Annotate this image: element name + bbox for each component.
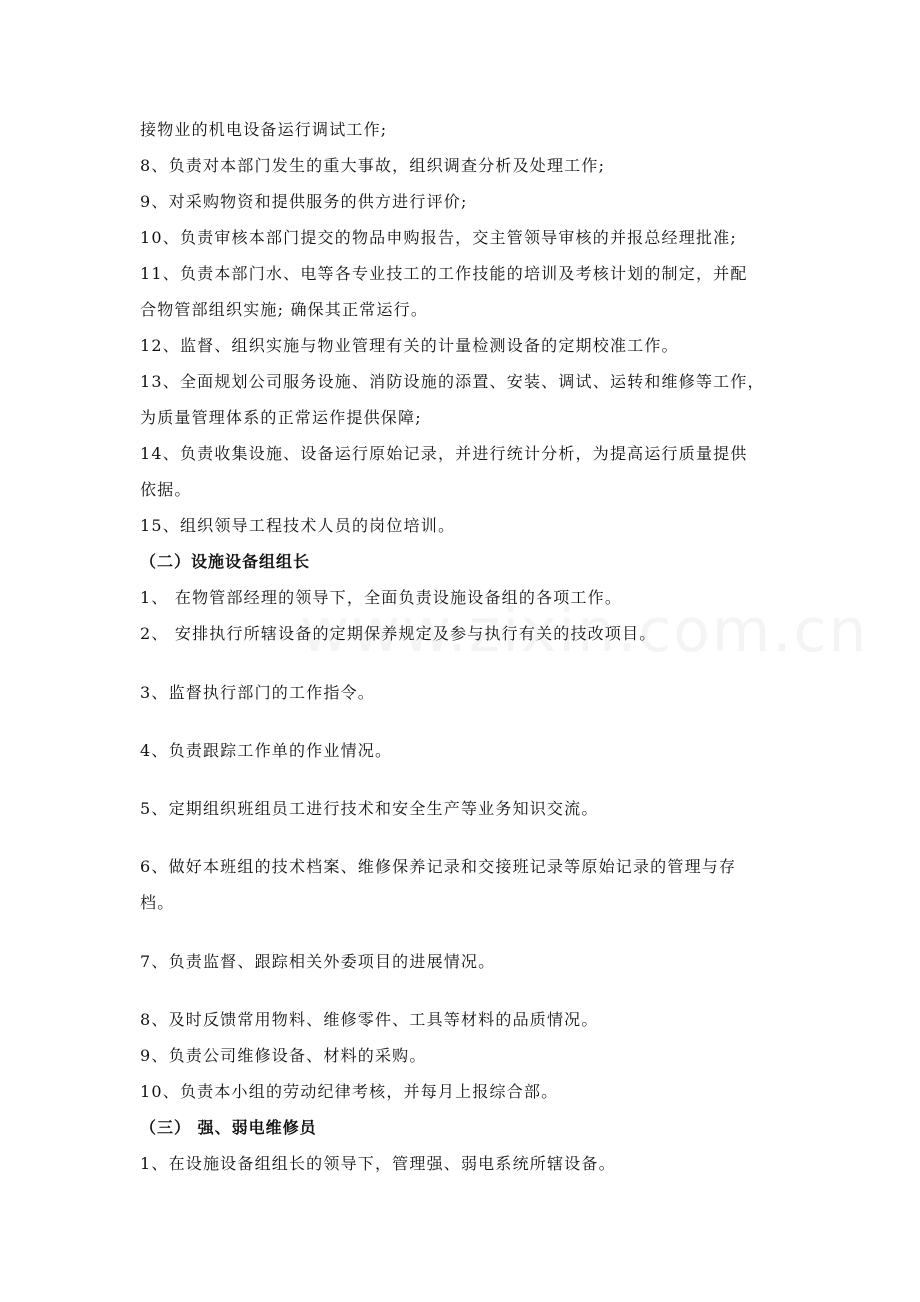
section-heading: （二）设施设备组组长 [140, 552, 311, 571]
text-line: 8、及时反馈常用物料、维修零件、工具等材料的品质情况。 [140, 1010, 599, 1029]
text-line: 6、做好本班组的技术档案、维修保养记录和交接班记录等原始记录的管理与存 [140, 857, 737, 876]
text-line: 合物管部组织实施; 确保其正常运行。 [140, 300, 429, 319]
text-line: 14、负责收集设施、设备运行原始记录，并进行统计分析，为提高运行质量提供 [140, 444, 748, 463]
text-line: 3、监督执行部门的工作指令。 [140, 683, 375, 702]
text-line: 7、负责监督、跟踪相关外委项目的进展情况。 [140, 952, 496, 971]
text-line: 接物业的机电设备运行调试工作; [140, 120, 388, 139]
text-line: 9、对采购物资和提供服务的供方进行评价; [140, 192, 468, 211]
text-line: 依据。 [140, 480, 192, 499]
text-line: 12、监督、组织实施与物业管理有关的计量检测设备的定期校准工作。 [140, 336, 679, 355]
text-line: 5、定期组织班组员工进行技术和安全生产等业务知识交流。 [140, 799, 599, 818]
text-line: 9、负责公司维修设备、材料的采购。 [140, 1046, 427, 1065]
text-line: 13、全面规划公司服务设施、消防设施的添置、安装、调试、运转和维修等工作， [140, 372, 765, 391]
text-line: 1、 在物管部经理的领导下，全面负责设施设备组的各项工作。 [140, 588, 623, 607]
text-line: 4、负责跟踪工作单的作业情况。 [140, 741, 393, 760]
section-heading: （三） 强、弱电维修员 [140, 1118, 317, 1137]
text-line: 为质量管理体系的正常运作提供保障; [140, 408, 422, 427]
text-line: 10、负责本小组的劳动纪律考核，并每月上报综合部。 [140, 1082, 559, 1101]
text-line: 15、组织领导工程技术人员的岗位培训。 [140, 516, 456, 535]
text-line: 2、 安排执行所辖设备的定期保养规定及参与执行有关的技改项目。 [140, 624, 657, 643]
text-line: 11、负责本部门水、电等各专业技工的工作技能的培训及考核计划的制定，并配 [140, 264, 748, 283]
text-line: 1、在设施设备组组长的领导下，管理强、弱电系统所辖设备。 [140, 1154, 616, 1173]
text-line: 10、负责审核本部门提交的物品申购报告，交主管领导审核的并报总经理批准; [140, 228, 737, 247]
text-line: 档。 [140, 893, 175, 912]
text-line: 8、负责对本部门发生的重大事故，组织调查分析及处理工作; [140, 156, 606, 175]
